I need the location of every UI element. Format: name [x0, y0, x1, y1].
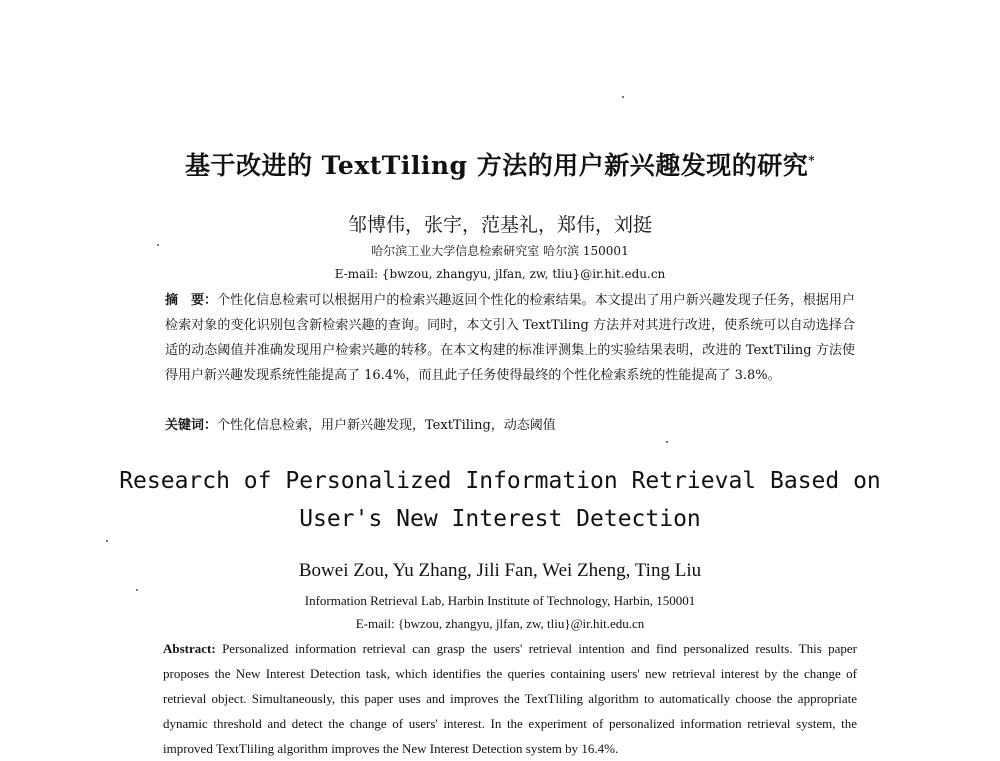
chinese-title-text: 基于改进的 TextTiling 方法的用户新兴趣发现的研究 — [184, 151, 809, 180]
chinese-keywords-text: 个性化信息检索，用户新兴趣发现，TextTiling，动态阈值 — [217, 418, 556, 433]
chinese-keywords — [165, 413, 855, 438]
scan-speck — [106, 540, 108, 542]
english-title-line-1: Research of Personalized Information Retrieval Based on — [119, 468, 881, 494]
chinese-email: E-mail: {bwzou, zhangyu, jlfan, zw, tliu}@ir.hit.edu.cn — [334, 267, 666, 281]
english-email: E-mail: {bwzou, zhangyu, jlfan, zw, tliu}@ir.hit.edu.cn — [355, 616, 645, 631]
scan-speck — [136, 589, 138, 591]
english-affiliation: Information Retrieval Lab, Harbin Institute of Technology, Harbin, 150001 — [304, 593, 696, 608]
english-abstract-text: Personalized information retrieval can grasp the users' retrieval intention and find personalized results. This paper proposes the New Interest Detection task, which identifies the queries containing users' new retrieval interest by the change of retrieval object. Simultaneously, this paper uses and improves the TextTliling algorithm to automatically choose the appropriate dynamic threshold and detect the change of users' interest. In the experiment of personalized information retrieval system, the improved TextTliling algorithm improves the New Interest Detection system by 16.4%. — [163, 641, 858, 756]
chinese-keywords-label: 关键词： — [165, 418, 218, 433]
chinese-title — [0, 146, 1000, 182]
scan-speck — [622, 96, 624, 98]
chinese-authors: 邹博伟，张宇，范基礼，郑伟，刘挺 — [347, 214, 652, 236]
title-footnote-mark: * — [808, 153, 816, 168]
scan-speck — [666, 441, 668, 443]
chinese-abstract-text: 个性化信息检索可以根据用户的检索兴趣返回个性化的检索结果。本文提出了用户新兴趣发现子任务，根据用户检索对象的变化识别包含新检索兴趣的查询。同时，本文引入 TextTiling 方法并对其进行改进，使系统可以自动选择合适的动态阈值并准确发现用户检索兴趣的转移。在本文构建的标准评测集上的实验结果表明，改进的 TextTiling 方法使得用户新兴趣发现系统性能提高了 16.4%，而且此子任务使得最终的个性化检索系统的性能提高了 3.8%。 — [165, 293, 855, 383]
english-abstract-label: Abstract: — [163, 641, 216, 656]
english-title-line-2: User's New Interest Detection — [299, 506, 701, 532]
english-authors: Bowei Zou, Yu Zhang, Jili Fan, Wei Zheng, Ting Liu — [298, 560, 702, 581]
english-title — [0, 462, 1000, 538]
english-abstract — [163, 636, 857, 761]
chinese-abstract — [165, 288, 855, 388]
chinese-affiliation: 哈尔滨工业大学信息检索研究室 哈尔滨 150001 — [371, 244, 629, 258]
chinese-abstract-label: 摘 要： — [165, 293, 218, 308]
